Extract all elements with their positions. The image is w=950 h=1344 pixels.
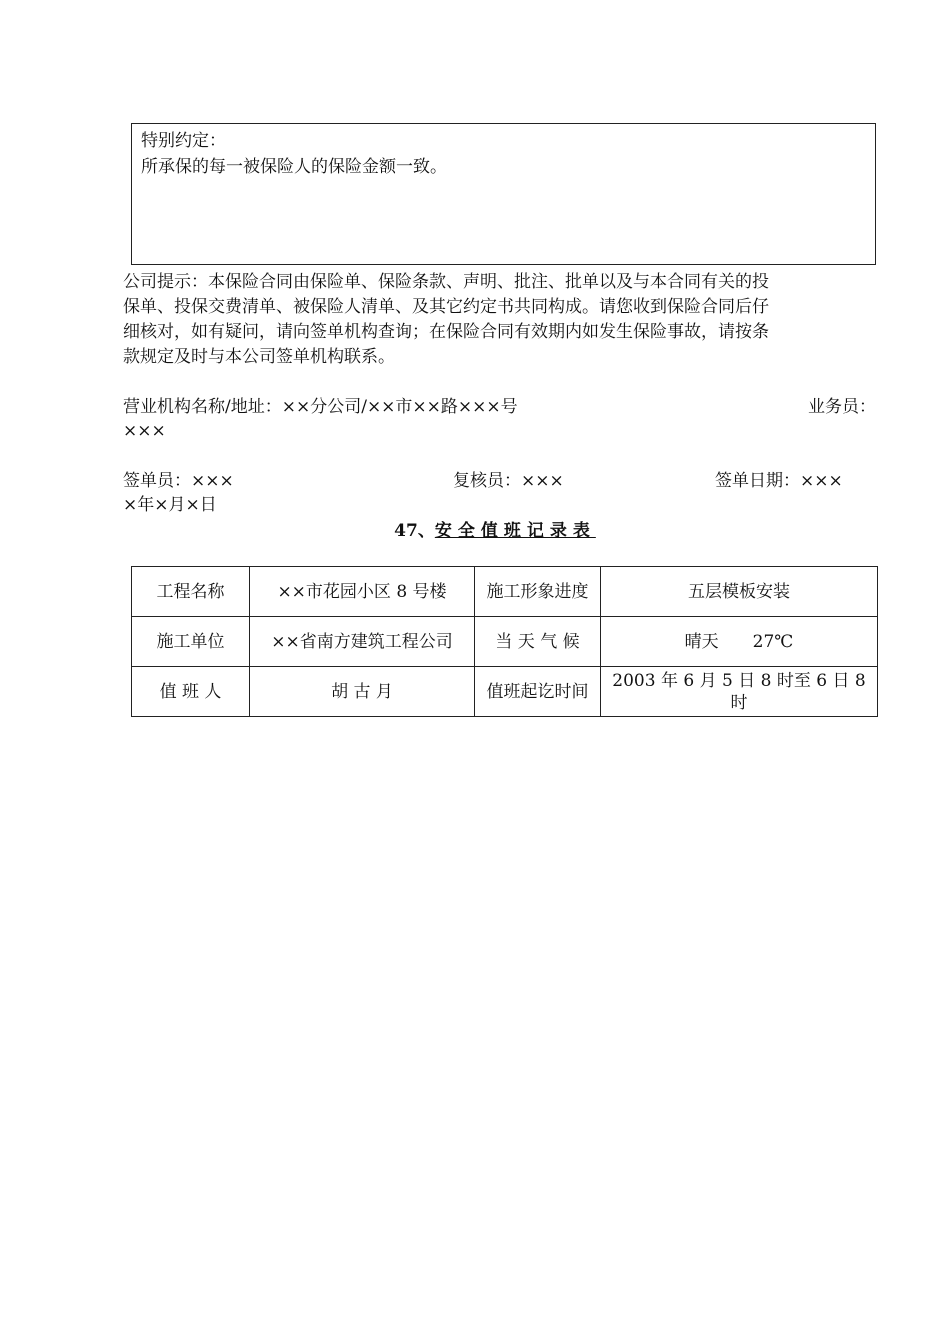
- table-cell: 晴天 27℃: [601, 617, 878, 667]
- company-notice: [123, 270, 875, 370]
- table-cell: 2003 年 6 月 5 日 8 时至 6 日 8 时: [601, 667, 878, 717]
- reviewer-field: 复核员：×××: [453, 471, 564, 491]
- title-number: 47、: [394, 521, 435, 541]
- sign-date-value: ×年×月×日: [123, 495, 217, 515]
- org-name-address: 营业机构名称/地址：××分公司/××市××路×××号: [123, 397, 518, 417]
- table-cell: 当 天 气 候: [475, 617, 601, 667]
- table-cell: 值 班 人: [132, 667, 250, 717]
- table-cell: 胡 古 月: [250, 667, 475, 717]
- table-row: [132, 617, 878, 667]
- table-cell: ××市花园小区 8 号楼: [250, 567, 475, 617]
- sign-date-label: 签单日期：×××: [715, 471, 843, 491]
- table-cell: 值班起讫时间: [475, 667, 601, 717]
- duty-record-table: [131, 566, 878, 717]
- table-cell: ××省南方建筑工程公司: [250, 617, 475, 667]
- table-cell: 施工形象进度: [475, 567, 601, 617]
- notice-line: 公司提示：本保险合同由保险单、保险条款、声明、批注、批单以及与本合同有关的投: [123, 272, 769, 292]
- special-agreement-content: 所承保的每一被保险人的保险金额一致。: [141, 157, 447, 177]
- notice-line: 保单、投保交费清单、被保险人清单、及其它约定书共同构成。请您收到保险合同后仔: [123, 297, 769, 317]
- table-cell: 施工单位: [132, 617, 250, 667]
- title-text: 安全值班记录表: [434, 521, 596, 541]
- notice-line: 款规定及时与本公司签单机构联系。: [123, 347, 395, 367]
- special-agreement-box: [131, 123, 876, 265]
- table-cell: 工程名称: [132, 567, 250, 617]
- table-row: [132, 667, 878, 717]
- signer-field: 签单员：×××: [123, 471, 234, 491]
- notice-line: 细核对，如有疑问，请向签单机构查询；在保险合同有效期内如发生保险事故，请按条: [123, 322, 769, 342]
- table-row: [132, 567, 878, 617]
- table-cell: 五层模板安装: [601, 567, 878, 617]
- salesman-value: ×××: [123, 421, 166, 441]
- document-title: [0, 518, 950, 544]
- salesman-label: 业务员：: [808, 397, 876, 417]
- special-agreement-heading: 特别约定：: [141, 131, 226, 151]
